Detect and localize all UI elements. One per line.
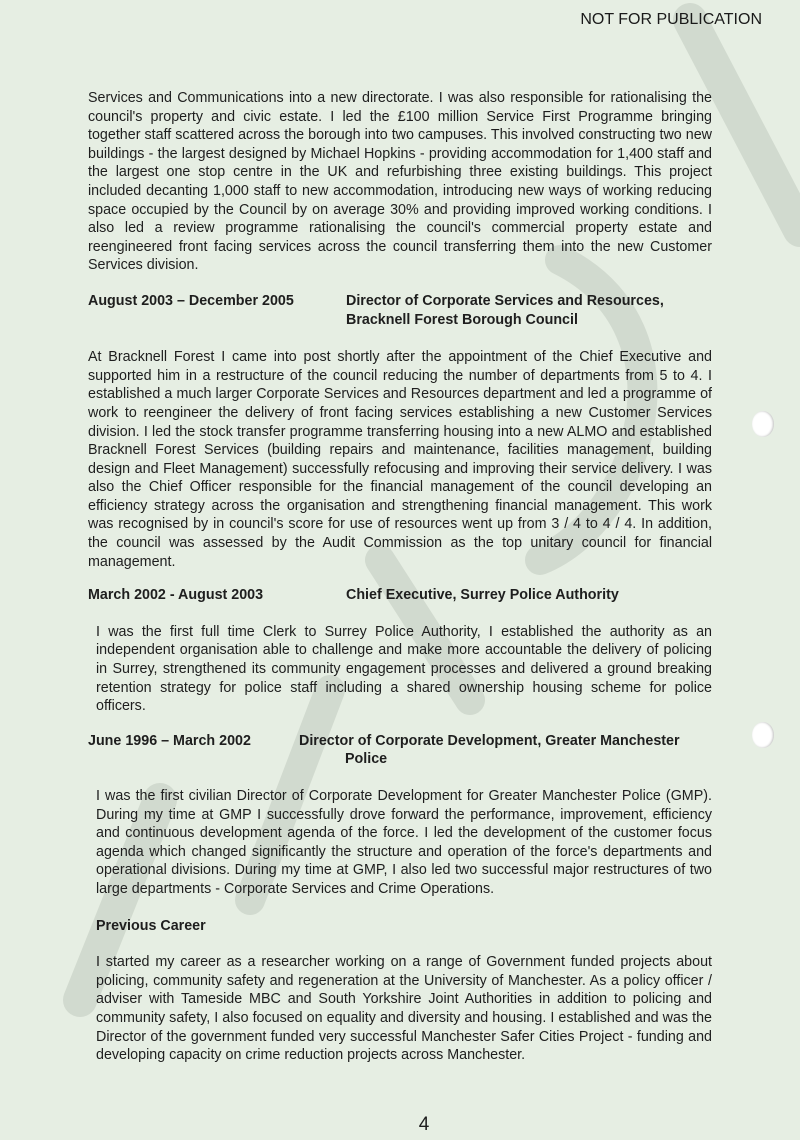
role-heading bbox=[88, 292, 712, 329]
previous-career-description: I started my career as a researcher working on a range of Government funded projects about policing, community safety and regeneration at the University of Manchester. As a policy officer / adviser with Tameside MBC and South Yorkshire Joint Authorities in addition to policing and community safety, I also focused on equality and diversity and housing. I established and was the Director of the government funded very successful Manchester Safer Cities Project - funding and developing capacity on crime reduction projects across Manchester. bbox=[96, 954, 712, 1064]
role-heading bbox=[88, 732, 712, 769]
role-title bbox=[299, 732, 712, 769]
role-title-line: Director of Corporate Development, Greater Manchester bbox=[299, 732, 680, 749]
role-title bbox=[346, 292, 712, 329]
role-title-line: Director of Corporate Services and Resources, bbox=[346, 292, 664, 309]
role-description: I was the first civilian Director of Corporate Development for Greater Manchester Police (GMP). During my time at GMP I successfully drove forward the performance, improvement, efficiency and continuous development agenda of the force. I led the development of the customer focus agenda which changed significantly the structure and operation of the force's departments and operational divisions. During my time at GMP, I also led two successful major restructures of two large departments - Corporate Services and Crime Operations. bbox=[96, 788, 712, 897]
role-title-line: Bracknell Forest Borough Council bbox=[346, 311, 578, 328]
role-description: At Bracknell Forest I came into post shortly after the appointment of the Chief Executive and supported him in a restructure of the council reducing the number of departments from 5 to 4. I established a much larger Corporate Services and Resources department and led a programme of work to reengineer the delivery of front facing services establishing a new Customer Services division. I led the stock transfer programme transferring housing into a new ALMO and established Bracknell Forest Services (building repairs and maintenance, facilities management, building design and Fleet Management) successfully refocusing and improving their service delivery. I was also the Chief Officer responsible for the financial management of the council developing an efficiency strategy across the organisation and strengthening financial management. This work was recognised by in council's score for use of resources went up from 3 / 4 to 4 / 4. In addition, the council was assessed by the Audit Commission as the top unitary council for financial management. bbox=[88, 349, 712, 570]
role-description: I was the first full time Clerk to Surrey Police Authority, I established the authority as an independent organisation able to challenge and make more accountable the delivery of policing in Surrey, strengthened its community engagement processes and delivered a ground breaking retention strategy for police staff including a shared ownership housing scheme for police officers. bbox=[96, 623, 712, 715]
role-dates: March 2002 - August 2003 bbox=[88, 587, 264, 604]
previous-career-heading: Previous Career bbox=[96, 917, 206, 934]
punch-hole bbox=[752, 722, 774, 748]
role-entry-bracknell bbox=[88, 292, 712, 571]
document-body bbox=[88, 89, 712, 1065]
role-title-line: Police bbox=[345, 751, 388, 768]
not-for-publication-label: NOT FOR PUBLICATION bbox=[580, 11, 762, 28]
intro-paragraph: Services and Communications into a new directorate. I was also responsible for rationalising the council's property and civic estate. I led the £100 million Service First Programme bringing together staff scattered across the borough into two campuses. This involved constructing two new buildings - the largest designed by Michael Hopkins - providing accommodation for 1,400 staff and the largest one stop centre in the UK and refurbishing three existing buildings. This project included decanting 1,000 staff to new accommodation, introducing new ways of working reducing space occupied by the Council by on average 30% and providing improved working conditions. I also led a review programme rationalising the council's commercial property estate and reengineered front facing services across the council transferring them into the new Customer Services division. bbox=[88, 90, 712, 274]
role-dates: August 2003 – December 2005 bbox=[88, 292, 294, 309]
role-entry-surrey bbox=[88, 586, 712, 716]
punch-hole bbox=[752, 411, 774, 437]
page-number: 4 bbox=[418, 1114, 430, 1135]
role-title: Chief Executive, Surrey Police Authority bbox=[346, 587, 619, 604]
role-entry-gmp bbox=[88, 732, 712, 899]
role-dates: June 1996 – March 2002 bbox=[88, 732, 251, 749]
previous-career-section bbox=[88, 917, 712, 1065]
role-heading bbox=[88, 586, 712, 605]
